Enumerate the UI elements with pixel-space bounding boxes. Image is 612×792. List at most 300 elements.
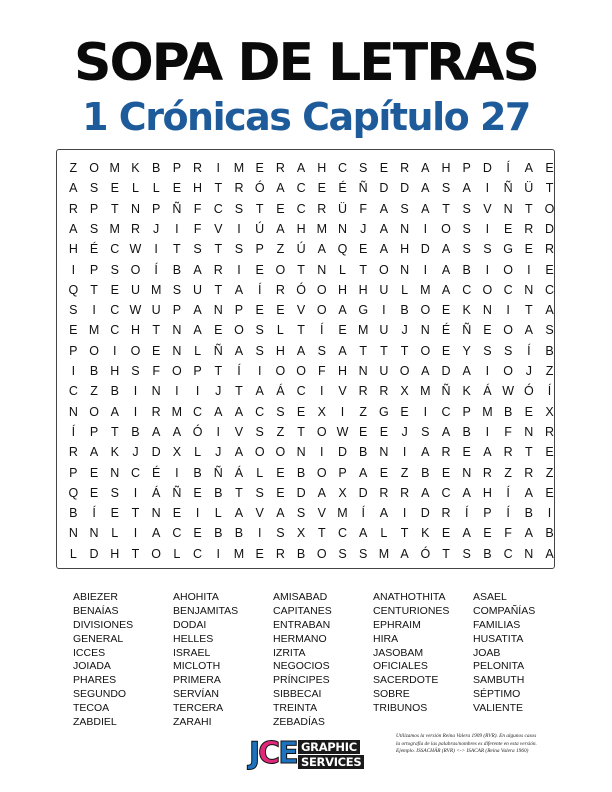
grid-cell[interactable]: O <box>482 282 493 297</box>
grid-cell[interactable]: C <box>68 384 78 399</box>
grid-cell[interactable]: O <box>379 262 389 277</box>
grid-cell[interactable]: E <box>89 485 99 500</box>
grid-cell[interactable]: T <box>214 282 223 297</box>
grid-cell[interactable]: O <box>130 262 141 277</box>
grid-cell[interactable]: I <box>423 404 428 419</box>
grid-cell[interactable]: Ú <box>296 242 306 257</box>
grid-cell[interactable]: A <box>151 526 161 541</box>
grid-cell[interactable]: T <box>442 201 450 216</box>
grid-cell[interactable]: E <box>524 242 533 257</box>
grid-cell[interactable]: U <box>379 364 389 378</box>
grid-cell[interactable]: A <box>441 282 451 297</box>
grid-cell[interactable]: E <box>317 181 326 196</box>
grid-cell[interactable]: P <box>69 343 78 358</box>
grid-cell[interactable]: C <box>441 404 451 419</box>
grid-cell[interactable]: I <box>320 384 324 399</box>
grid-cell[interactable]: R <box>275 282 285 297</box>
grid-cell[interactable]: E <box>255 161 264 175</box>
grid-cell[interactable]: C <box>296 181 306 196</box>
grid-cell[interactable]: M <box>357 323 369 338</box>
grid-cell[interactable]: A <box>379 201 389 216</box>
grid-cell[interactable]: I <box>237 262 241 277</box>
grid-cell[interactable]: N <box>89 526 99 541</box>
grid-cell[interactable]: F <box>193 221 202 236</box>
grid-cell[interactable]: A <box>379 506 389 521</box>
grid-cell[interactable]: I <box>133 384 138 399</box>
grid-cell[interactable]: W <box>502 384 515 399</box>
grid-cell[interactable]: J <box>153 221 160 236</box>
grid-cell[interactable]: E <box>255 303 264 318</box>
grid-cell[interactable]: E <box>483 323 492 338</box>
grid-cell[interactable]: T <box>235 384 243 399</box>
grid-cell[interactable]: O <box>399 364 410 378</box>
grid-cell[interactable]: W <box>336 424 349 439</box>
grid-cell[interactable]: N <box>482 303 492 318</box>
grid-cell[interactable]: A <box>89 445 99 460</box>
grid-cell[interactable]: R <box>275 161 285 175</box>
grid-cell[interactable]: B <box>151 161 161 175</box>
grid-cell[interactable]: Ü <box>337 201 347 216</box>
grid-cell[interactable]: S <box>400 201 409 216</box>
grid-cell[interactable]: M <box>337 506 348 521</box>
grid-cell[interactable]: S <box>483 343 492 358</box>
grid-cell[interactable]: I <box>195 384 200 399</box>
grid-cell[interactable]: B <box>359 445 368 460</box>
grid-cell[interactable]: N <box>379 445 389 460</box>
grid-cell[interactable]: O <box>275 262 286 277</box>
grid-cell[interactable]: Ó <box>254 181 265 196</box>
grid-cell[interactable]: D <box>379 181 389 196</box>
grid-cell[interactable]: E <box>545 485 554 500</box>
grid-cell[interactable]: C <box>296 201 306 216</box>
grid-cell[interactable]: P <box>151 201 161 216</box>
grid-cell[interactable]: D <box>400 181 410 196</box>
grid-cell[interactable]: T <box>214 242 223 257</box>
grid-cell[interactable]: E <box>69 323 78 338</box>
grid-cell[interactable]: I <box>382 303 386 318</box>
grid-cell[interactable]: Á <box>276 384 285 399</box>
grid-cell[interactable]: Z <box>400 465 409 480</box>
grid-cell[interactable]: T <box>380 343 388 358</box>
grid-cell[interactable]: H <box>110 546 120 561</box>
grid-cell[interactable]: T <box>400 343 409 358</box>
grid-cell[interactable]: R <box>234 181 244 196</box>
grid-cell[interactable]: Í <box>506 506 510 521</box>
grid-cell[interactable]: O <box>275 445 286 460</box>
grid-cell[interactable]: H <box>193 181 203 196</box>
grid-cell[interactable]: A <box>296 343 306 358</box>
grid-cell[interactable]: S <box>359 161 368 175</box>
grid-cell[interactable]: A <box>379 221 389 236</box>
grid-cell[interactable]: F <box>504 526 512 541</box>
grid-cell[interactable]: B <box>503 404 513 419</box>
grid-cell[interactable]: G <box>503 242 513 257</box>
grid-cell[interactable]: U <box>130 282 140 297</box>
grid-cell[interactable]: E <box>545 262 554 277</box>
grid-cell[interactable]: R <box>524 465 534 480</box>
grid-cell[interactable]: L <box>194 445 202 460</box>
grid-cell[interactable]: X <box>296 526 306 541</box>
grid-cell[interactable]: T <box>525 303 533 318</box>
grid-cell[interactable]: O <box>89 343 99 358</box>
grid-cell[interactable]: I <box>133 485 138 500</box>
grid-cell[interactable]: A <box>110 404 119 419</box>
grid-cell[interactable]: J <box>215 445 222 460</box>
grid-cell[interactable]: A <box>317 485 326 500</box>
grid-cell[interactable]: G <box>379 404 389 419</box>
grid-cell[interactable]: T <box>525 445 533 460</box>
grid-cell[interactable]: N <box>337 221 347 236</box>
grid-cell[interactable]: E <box>255 262 264 277</box>
grid-cell[interactable]: E <box>462 445 471 460</box>
grid-cell[interactable]: Z <box>276 242 285 257</box>
grid-cell[interactable]: M <box>233 161 245 175</box>
grid-cell[interactable]: N <box>358 364 368 378</box>
grid-cell[interactable]: A <box>441 242 451 257</box>
grid-cell[interactable]: R <box>151 404 161 419</box>
grid-cell[interactable]: I <box>195 506 200 521</box>
grid-cell[interactable]: B <box>462 262 471 277</box>
grid-cell[interactable]: T <box>110 201 119 216</box>
grid-cell[interactable]: P <box>89 424 99 439</box>
grid-cell[interactable]: Ó <box>296 282 306 297</box>
grid-cell[interactable]: U <box>151 303 161 318</box>
grid-cell[interactable]: Ñ <box>172 201 182 216</box>
grid-cell[interactable]: N <box>524 282 534 297</box>
grid-cell[interactable]: E <box>379 161 389 175</box>
grid-cell[interactable]: Í <box>527 343 531 358</box>
grid-cell[interactable]: A <box>193 262 202 277</box>
grid-cell[interactable]: B <box>296 465 306 480</box>
grid-cell[interactable]: Í <box>506 485 510 500</box>
grid-cell[interactable]: H <box>275 343 285 358</box>
grid-cell[interactable]: M <box>482 404 493 419</box>
grid-cell[interactable]: A <box>462 526 471 541</box>
grid-cell[interactable]: U <box>379 282 389 297</box>
grid-cell[interactable]: T <box>110 424 119 439</box>
grid-cell[interactable]: C <box>213 201 223 216</box>
grid-cell[interactable]: A <box>421 485 430 500</box>
grid-cell[interactable]: R <box>441 506 451 521</box>
grid-cell[interactable]: Í <box>71 424 76 439</box>
grid-cell[interactable]: A <box>545 546 554 561</box>
grid-cell[interactable]: F <box>317 364 326 378</box>
grid-cell[interactable]: S <box>89 221 99 236</box>
grid-cell[interactable]: Á <box>151 485 161 500</box>
grid-cell[interactable]: E <box>276 465 285 480</box>
grid-cell[interactable]: S <box>255 323 264 338</box>
grid-cell[interactable]: X <box>172 445 182 460</box>
grid-cell[interactable]: A <box>524 485 533 500</box>
grid-cell[interactable]: P <box>462 404 471 419</box>
grid-cell[interactable]: C <box>193 404 203 419</box>
grid-cell[interactable]: N <box>420 323 430 338</box>
grid-cell[interactable]: I <box>547 506 552 521</box>
grid-cell[interactable]: O <box>316 282 327 297</box>
grid-cell[interactable]: S <box>421 424 430 439</box>
grid-cell[interactable]: E <box>172 181 182 196</box>
grid-cell[interactable]: E <box>193 526 202 541</box>
grid-cell[interactable]: A <box>338 303 347 318</box>
grid-cell[interactable]: B <box>400 303 409 318</box>
grid-cell[interactable]: A <box>462 181 471 196</box>
grid-cell[interactable]: R <box>545 424 555 439</box>
grid-cell[interactable]: Í <box>547 384 552 399</box>
grid-cell[interactable]: C <box>545 282 555 297</box>
grid-cell[interactable]: K <box>421 526 430 541</box>
grid-cell[interactable]: E <box>441 343 451 358</box>
grid-cell[interactable]: B <box>421 465 430 480</box>
grid-cell[interactable]: S <box>503 343 513 358</box>
grid-cell[interactable]: Q <box>68 282 79 297</box>
grid-cell[interactable]: L <box>111 526 119 541</box>
grid-cell[interactable]: Z <box>545 364 554 378</box>
grid-cell[interactable]: A <box>234 445 244 460</box>
grid-cell[interactable]: I <box>485 262 490 277</box>
letter-grid[interactable] <box>56 149 555 569</box>
grid-cell[interactable]: E <box>255 546 264 561</box>
grid-cell[interactable]: R <box>400 485 410 500</box>
grid-cell[interactable]: F <box>504 424 512 439</box>
grid-cell[interactable]: R <box>379 485 389 500</box>
grid-cell[interactable]: X <box>400 384 409 399</box>
grid-cell[interactable]: M <box>109 221 120 236</box>
grid-cell[interactable]: E <box>524 404 533 419</box>
grid-cell[interactable]: A <box>441 262 451 277</box>
grid-cell[interactable]: I <box>175 384 179 399</box>
grid-cell[interactable]: Z <box>359 404 368 419</box>
grid-cell[interactable]: T <box>525 201 533 216</box>
grid-cell[interactable]: L <box>339 262 346 277</box>
grid-cell[interactable]: Ñ <box>441 384 451 399</box>
grid-cell[interactable]: I <box>423 221 428 236</box>
grid-cell[interactable]: N <box>130 201 140 216</box>
grid-cell[interactable]: A <box>234 282 244 297</box>
grid-cell[interactable]: P <box>255 242 264 257</box>
grid-cell[interactable]: Ó <box>420 546 431 561</box>
grid-cell[interactable]: R <box>68 445 78 460</box>
grid-cell[interactable]: E <box>151 343 161 358</box>
grid-cell[interactable]: P <box>338 465 347 480</box>
grid-cell[interactable]: T <box>214 181 223 196</box>
grid-cell[interactable]: D <box>482 161 492 175</box>
grid-cell[interactable]: J <box>215 384 222 399</box>
grid-cell[interactable]: H <box>68 242 78 257</box>
grid-cell[interactable]: B <box>110 384 119 399</box>
grid-cell[interactable]: R <box>524 221 534 236</box>
grid-cell[interactable]: T <box>90 282 98 297</box>
grid-cell[interactable]: L <box>173 546 181 561</box>
grid-cell[interactable]: A <box>214 404 223 419</box>
grid-cell[interactable]: W <box>129 303 142 318</box>
grid-cell[interactable]: P <box>172 161 182 175</box>
grid-cell[interactable]: A <box>296 161 306 175</box>
grid-cell[interactable]: I <box>402 506 407 521</box>
grid-cell[interactable]: A <box>400 546 409 561</box>
grid-cell[interactable]: B <box>296 546 306 561</box>
grid-cell[interactable]: M <box>420 282 431 297</box>
grid-cell[interactable]: T <box>545 181 554 196</box>
grid-cell[interactable]: M <box>378 546 390 561</box>
grid-cell[interactable]: E <box>545 161 554 175</box>
grid-cell[interactable]: E <box>193 485 202 500</box>
grid-cell[interactable]: M <box>171 404 183 419</box>
grid-cell[interactable]: L <box>152 181 160 196</box>
grid-cell[interactable]: E <box>276 485 285 500</box>
grid-cell[interactable]: M <box>109 161 120 175</box>
grid-cell[interactable]: J <box>525 364 532 378</box>
grid-cell[interactable]: A <box>462 364 471 378</box>
grid-cell[interactable]: H <box>296 221 306 236</box>
grid-cell[interactable]: S <box>234 242 244 257</box>
grid-cell[interactable]: Í <box>92 506 96 521</box>
grid-cell[interactable]: J <box>401 424 408 439</box>
grid-cell[interactable]: Á <box>483 384 492 399</box>
grid-cell[interactable]: H <box>337 364 347 378</box>
grid-cell[interactable]: S <box>234 201 244 216</box>
grid-cell[interactable]: E <box>441 465 451 480</box>
grid-cell[interactable]: O <box>316 465 327 480</box>
grid-cell[interactable]: R <box>317 201 327 216</box>
grid-cell[interactable]: B <box>545 343 554 358</box>
grid-cell[interactable]: Z <box>545 465 554 480</box>
grid-cell[interactable]: B <box>524 506 533 521</box>
grid-cell[interactable]: D <box>420 242 430 257</box>
grid-cell[interactable]: M <box>150 282 162 297</box>
grid-cell[interactable]: N <box>524 424 534 439</box>
grid-cell[interactable]: R <box>441 445 451 460</box>
grid-cell[interactable]: Í <box>154 262 158 277</box>
grid-cell[interactable]: Í <box>257 282 262 297</box>
grid-cell[interactable]: Z <box>69 161 78 175</box>
grid-cell[interactable]: R <box>482 465 492 480</box>
grid-cell[interactable]: N <box>462 465 472 480</box>
grid-cell[interactable]: O <box>89 161 99 175</box>
grid-cell[interactable]: C <box>130 465 140 480</box>
grid-cell[interactable]: X <box>317 404 326 419</box>
grid-cell[interactable]: E <box>338 323 347 338</box>
grid-cell[interactable]: P <box>462 161 471 175</box>
grid-cell[interactable]: A <box>421 364 430 378</box>
grid-cell[interactable]: P <box>234 303 244 318</box>
grid-cell[interactable]: K <box>110 445 119 460</box>
grid-cell[interactable]: A <box>317 242 326 257</box>
grid-cell[interactable]: T <box>173 242 181 257</box>
grid-cell[interactable]: H <box>482 485 492 500</box>
grid-cell[interactable]: I <box>257 526 262 541</box>
grid-cell[interactable]: T <box>359 262 368 277</box>
grid-cell[interactable]: S <box>172 282 182 297</box>
grid-cell[interactable]: A <box>193 323 202 338</box>
grid-cell[interactable]: I <box>216 424 221 439</box>
grid-cell[interactable]: I <box>133 526 138 541</box>
grid-cell[interactable]: A <box>421 445 430 460</box>
grid-cell[interactable]: R <box>400 161 410 175</box>
grid-cell[interactable]: N <box>524 546 534 561</box>
grid-cell[interactable]: U <box>379 323 389 338</box>
grid-cell[interactable]: C <box>462 282 472 297</box>
grid-cell[interactable]: A <box>421 201 430 216</box>
grid-cell[interactable]: N <box>172 323 182 338</box>
grid-cell[interactable]: L <box>214 506 222 521</box>
grid-cell[interactable]: H <box>441 161 451 175</box>
grid-cell[interactable]: A <box>172 424 182 439</box>
grid-cell[interactable]: C <box>110 303 120 318</box>
grid-cell[interactable]: C <box>296 384 306 399</box>
grid-cell[interactable]: É <box>441 323 451 338</box>
grid-cell[interactable]: A <box>359 526 368 541</box>
grid-cell[interactable]: R <box>193 161 203 175</box>
grid-cell[interactable]: T <box>442 546 450 561</box>
grid-cell[interactable]: Ó <box>192 424 203 439</box>
grid-cell[interactable]: D <box>151 445 161 460</box>
grid-cell[interactable]: I <box>485 221 490 236</box>
grid-cell[interactable]: B <box>214 526 223 541</box>
grid-cell[interactable]: J <box>132 445 139 460</box>
grid-cell[interactable]: L <box>69 546 77 561</box>
grid-cell[interactable]: O <box>420 343 431 358</box>
grid-cell[interactable]: I <box>175 465 179 480</box>
grid-cell[interactable]: X <box>545 404 554 419</box>
grid-cell[interactable]: I <box>216 161 221 175</box>
grid-cell[interactable]: Í <box>506 161 510 175</box>
grid-cell[interactable]: Ñ <box>172 485 182 500</box>
grid-cell[interactable]: A <box>462 485 471 500</box>
grid-cell[interactable]: A <box>483 445 492 460</box>
grid-cell[interactable]: C <box>110 242 120 257</box>
grid-cell[interactable]: R <box>358 384 368 399</box>
grid-cell[interactable]: T <box>400 526 409 541</box>
grid-cell[interactable]: S <box>359 546 368 561</box>
grid-cell[interactable]: D <box>89 546 99 561</box>
grid-cell[interactable]: E <box>214 323 223 338</box>
grid-cell[interactable]: O <box>544 201 555 216</box>
grid-cell[interactable]: H <box>337 282 347 297</box>
grid-cell[interactable]: Z <box>276 424 285 439</box>
grid-cell[interactable]: O <box>172 364 182 378</box>
grid-cell[interactable]: S <box>276 404 285 419</box>
grid-cell[interactable]: V <box>234 424 244 439</box>
grid-cell[interactable]: S <box>69 303 78 318</box>
grid-cell[interactable]: G <box>358 303 369 318</box>
grid-cell[interactable]: A <box>359 465 368 480</box>
grid-cell[interactable]: L <box>131 181 139 196</box>
grid-cell[interactable]: A <box>441 424 451 439</box>
grid-cell[interactable]: L <box>194 343 202 358</box>
grid-cell[interactable]: S <box>276 526 285 541</box>
grid-cell[interactable]: L <box>380 526 388 541</box>
grid-cell[interactable]: E <box>172 506 182 521</box>
grid-cell[interactable]: Ñ <box>213 465 223 480</box>
grid-cell[interactable]: Í <box>237 364 241 378</box>
grid-cell[interactable]: S <box>462 221 471 236</box>
grid-cell[interactable]: P <box>89 201 99 216</box>
grid-cell[interactable]: H <box>130 323 140 338</box>
grid-cell[interactable]: F <box>359 201 368 216</box>
grid-cell[interactable]: V <box>483 201 492 216</box>
grid-cell[interactable]: A <box>421 181 430 196</box>
grid-cell[interactable]: S <box>483 242 492 257</box>
grid-cell[interactable]: A <box>69 181 78 196</box>
grid-cell[interactable]: N <box>151 384 161 399</box>
grid-cell[interactable]: S <box>296 506 306 521</box>
grid-cell[interactable]: T <box>214 364 223 378</box>
grid-cell[interactable]: S <box>462 546 471 561</box>
grid-cell[interactable]: I <box>154 242 158 257</box>
grid-cell[interactable]: T <box>152 323 160 338</box>
grid-cell[interactable]: C <box>441 485 451 500</box>
grid-cell[interactable]: A <box>151 424 161 439</box>
